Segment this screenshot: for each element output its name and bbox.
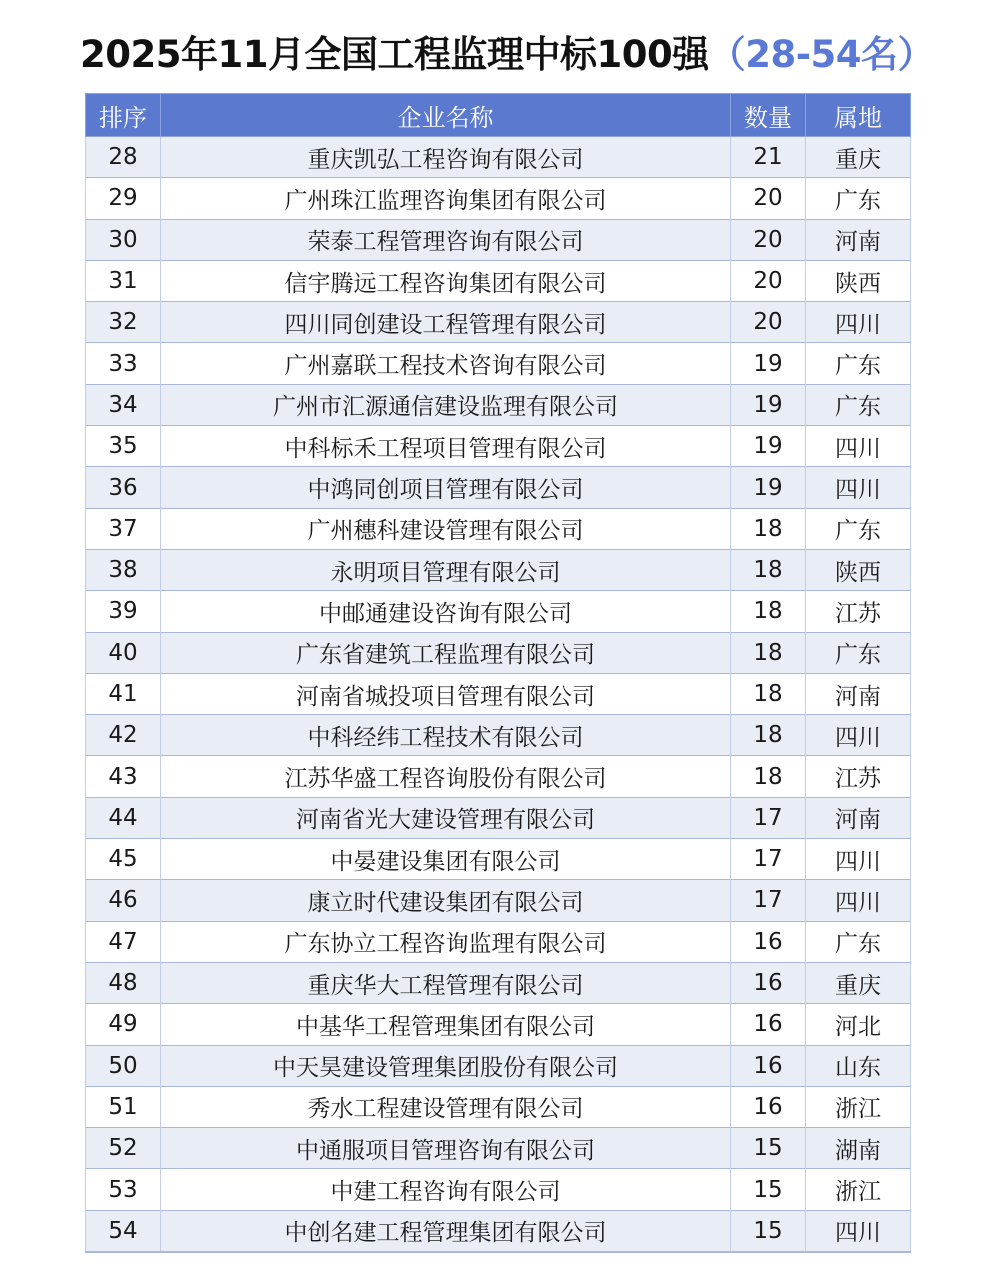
ranking-table <box>85 93 911 1253</box>
rank-cell: 37 <box>86 508 161 549</box>
region-cell: 广东 <box>806 343 911 384</box>
region-cell: 浙江 <box>806 1169 911 1210</box>
table-row <box>86 1128 911 1169</box>
company-cell: 中鸿同创项目管理有限公司 <box>161 467 731 508</box>
table-row <box>86 756 911 797</box>
table-row <box>86 880 911 921</box>
company-cell: 江苏华盛工程咨询股份有限公司 <box>161 756 731 797</box>
company-cell: 河南省光大建设管理有限公司 <box>161 797 731 838</box>
count-cell: 17 <box>731 880 806 921</box>
rank-cell: 42 <box>86 715 161 756</box>
company-cell: 秀水工程建设管理有限公司 <box>161 1086 731 1127</box>
count-cell: 19 <box>731 384 806 425</box>
company-cell: 中创名建工程管理集团有限公司 <box>161 1210 731 1252</box>
region-cell: 重庆 <box>806 962 911 1003</box>
rank-cell: 51 <box>86 1086 161 1127</box>
page-title <box>80 24 934 78</box>
company-cell: 广东省建筑工程监理有限公司 <box>161 632 731 673</box>
company-cell: 广州穗科建设管理有限公司 <box>161 508 731 549</box>
company-cell: 广州珠江监理咨询集团有限公司 <box>161 178 731 219</box>
count-cell: 18 <box>731 715 806 756</box>
table-row <box>86 962 911 1003</box>
rank-cell: 45 <box>86 839 161 880</box>
region-cell: 重庆 <box>806 137 911 178</box>
table-header <box>86 94 911 137</box>
region-cell: 浙江 <box>806 1086 911 1127</box>
company-cell: 中建工程咨询有限公司 <box>161 1169 731 1210</box>
rank-cell: 39 <box>86 591 161 632</box>
rank-cell: 35 <box>86 426 161 467</box>
table-row <box>86 549 911 590</box>
company-cell: 四川同创建设工程管理有限公司 <box>161 302 731 343</box>
rank-cell: 36 <box>86 467 161 508</box>
count-cell: 15 <box>731 1169 806 1210</box>
company-cell: 中通服项目管理咨询有限公司 <box>161 1128 731 1169</box>
count-cell: 16 <box>731 962 806 1003</box>
rank-cell: 46 <box>86 880 161 921</box>
rank-cell: 30 <box>86 219 161 260</box>
company-cell: 广东协立工程咨询监理有限公司 <box>161 921 731 962</box>
rank-cell: 48 <box>86 962 161 1003</box>
region-cell: 江苏 <box>806 591 911 632</box>
count-cell: 16 <box>731 1004 806 1045</box>
table-row <box>86 260 911 301</box>
table-row <box>86 178 911 219</box>
count-cell: 20 <box>731 178 806 219</box>
count-cell: 19 <box>731 467 806 508</box>
company-cell: 中邮通建设咨询有限公司 <box>161 591 731 632</box>
rank-cell: 28 <box>86 137 161 178</box>
region-cell: 广东 <box>806 384 911 425</box>
region-cell: 河南 <box>806 797 911 838</box>
region-cell: 陕西 <box>806 549 911 590</box>
company-cell: 中天昊建设管理集团股份有限公司 <box>161 1045 731 1086</box>
count-cell: 18 <box>731 508 806 549</box>
rank-cell: 44 <box>86 797 161 838</box>
header-region: 属地 <box>806 94 911 137</box>
region-cell: 广东 <box>806 632 911 673</box>
company-cell: 重庆华大工程管理有限公司 <box>161 962 731 1003</box>
table-row <box>86 1045 911 1086</box>
company-cell: 重庆凯弘工程咨询有限公司 <box>161 137 731 178</box>
region-cell: 河南 <box>806 219 911 260</box>
count-cell: 19 <box>731 426 806 467</box>
table-row <box>86 591 911 632</box>
company-cell: 中科标禾工程项目管理有限公司 <box>161 426 731 467</box>
table-row <box>86 219 911 260</box>
rank-cell: 29 <box>86 178 161 219</box>
region-cell: 广东 <box>806 508 911 549</box>
rank-cell: 38 <box>86 549 161 590</box>
company-cell: 康立时代建设集团有限公司 <box>161 880 731 921</box>
count-cell: 17 <box>731 839 806 880</box>
count-cell: 18 <box>731 673 806 714</box>
company-cell: 河南省城投项目管理有限公司 <box>161 673 731 714</box>
count-cell: 16 <box>731 1045 806 1086</box>
count-cell: 20 <box>731 302 806 343</box>
table-row <box>86 1086 911 1127</box>
region-cell: 四川 <box>806 467 911 508</box>
rank-cell: 52 <box>86 1128 161 1169</box>
region-cell: 河南 <box>806 673 911 714</box>
region-cell: 河北 <box>806 1004 911 1045</box>
count-cell: 16 <box>731 1086 806 1127</box>
table-row <box>86 632 911 673</box>
region-cell: 四川 <box>806 715 911 756</box>
count-cell: 16 <box>731 921 806 962</box>
table-row <box>86 1004 911 1045</box>
table-row <box>86 137 911 178</box>
count-cell: 15 <box>731 1210 806 1252</box>
company-cell: 荣泰工程管理咨询有限公司 <box>161 219 731 260</box>
rank-cell: 49 <box>86 1004 161 1045</box>
rank-cell: 41 <box>86 673 161 714</box>
header-rank: 排序 <box>86 94 161 137</box>
region-cell: 四川 <box>806 839 911 880</box>
company-cell: 中基华工程管理集团有限公司 <box>161 1004 731 1045</box>
region-cell: 山东 <box>806 1045 911 1086</box>
table-row <box>86 426 911 467</box>
table-row <box>86 467 911 508</box>
company-cell: 中晏建设集团有限公司 <box>161 839 731 880</box>
table-row <box>86 302 911 343</box>
region-cell: 广东 <box>806 178 911 219</box>
rank-cell: 33 <box>86 343 161 384</box>
table-row <box>86 1169 911 1210</box>
title-main: 2025年11月全国工程监理中标100强 <box>80 33 709 76</box>
rank-cell: 34 <box>86 384 161 425</box>
table-row <box>86 797 911 838</box>
table-row <box>86 343 911 384</box>
region-cell: 江苏 <box>806 756 911 797</box>
table-row <box>86 673 911 714</box>
header-company: 企业名称 <box>161 94 731 137</box>
table-row <box>86 921 911 962</box>
table-row <box>86 839 911 880</box>
header-count: 数量 <box>731 94 806 137</box>
count-cell: 18 <box>731 756 806 797</box>
region-cell: 广东 <box>806 921 911 962</box>
count-cell: 18 <box>731 591 806 632</box>
count-cell: 20 <box>731 219 806 260</box>
table-row <box>86 384 911 425</box>
count-cell: 18 <box>731 632 806 673</box>
rank-cell: 31 <box>86 260 161 301</box>
count-cell: 20 <box>731 260 806 301</box>
title-range: （28-54名） <box>708 33 935 76</box>
rank-cell: 53 <box>86 1169 161 1210</box>
rank-cell: 40 <box>86 632 161 673</box>
table-row <box>86 715 911 756</box>
company-cell: 中科经纬工程技术有限公司 <box>161 715 731 756</box>
count-cell: 17 <box>731 797 806 838</box>
region-cell: 四川 <box>806 302 911 343</box>
region-cell: 四川 <box>806 426 911 467</box>
table-row <box>86 508 911 549</box>
rank-cell: 54 <box>86 1210 161 1252</box>
company-cell: 信宇腾远工程咨询集团有限公司 <box>161 260 731 301</box>
company-cell: 永明项目管理有限公司 <box>161 549 731 590</box>
company-cell: 广州市汇源通信建设监理有限公司 <box>161 384 731 425</box>
region-cell: 四川 <box>806 880 911 921</box>
rank-cell: 47 <box>86 921 161 962</box>
count-cell: 15 <box>731 1128 806 1169</box>
table-row <box>86 1210 911 1252</box>
rank-cell: 32 <box>86 302 161 343</box>
count-cell: 21 <box>731 137 806 178</box>
region-cell: 陕西 <box>806 260 911 301</box>
region-cell: 湖南 <box>806 1128 911 1169</box>
region-cell: 四川 <box>806 1210 911 1252</box>
rank-cell: 43 <box>86 756 161 797</box>
count-cell: 19 <box>731 343 806 384</box>
count-cell: 18 <box>731 549 806 590</box>
rank-cell: 50 <box>86 1045 161 1086</box>
company-cell: 广州嘉联工程技术咨询有限公司 <box>161 343 731 384</box>
